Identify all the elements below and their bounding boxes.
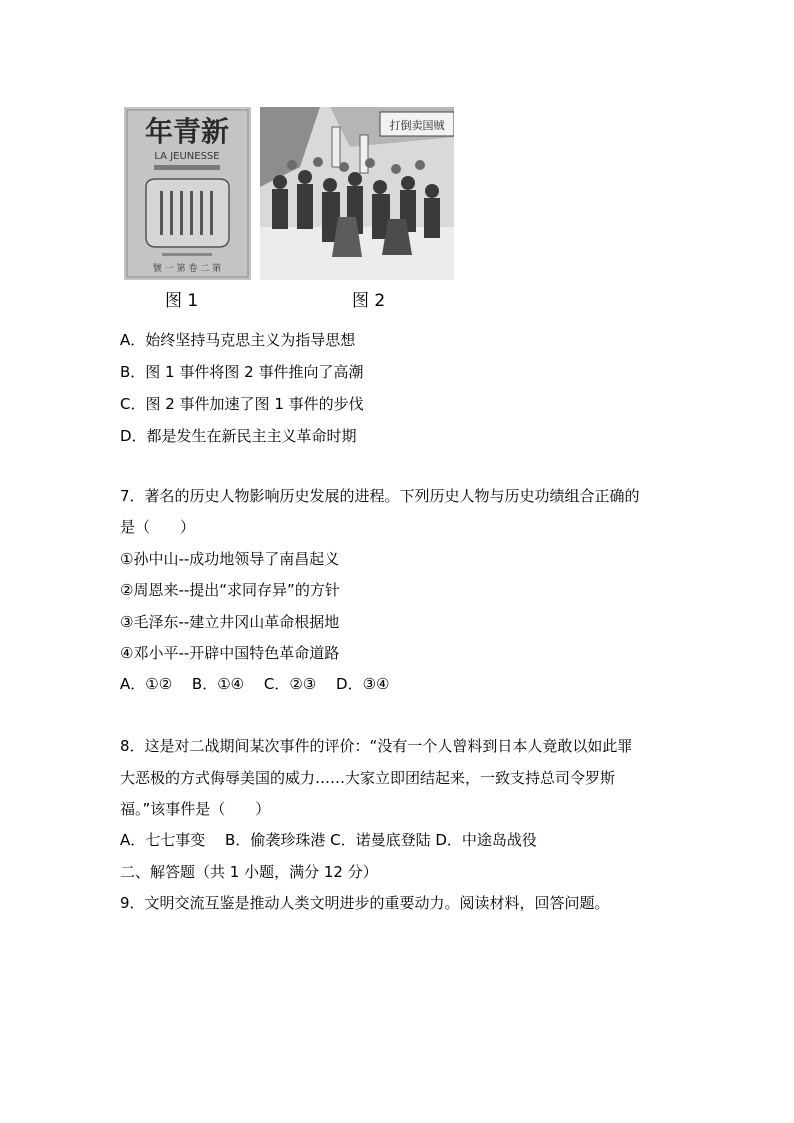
q7-item-4: ④邓小平--开辟中国特色革命道路 [120,644,340,662]
figure-2-caption: 图 2 [352,291,386,311]
figure-1-title: 年青新 [144,115,230,148]
q8-stem-line-2: 大恶极的方式侮辱美国的威力……大家立即团结起来，一致支持总司令罗斯 [120,769,616,787]
q6-option-c: C．图 2 事件加速了图 1 事件的步伐 [120,395,364,413]
section-2-heading: 二、解答题（共 1 小题，满分 12 分） [120,863,378,881]
q6-option-d: D．都是发生在新民主主义革命时期 [120,427,357,445]
q7-item-3: ③毛泽东--建立井冈山革命根据地 [120,613,340,631]
q6-option-a: A．始终坚持马克思主义为指导思想 [120,331,356,349]
q7-options: A．①② B．①④ C．②③ D．③④ [120,675,390,693]
q7-stem-line-1: 7．著名的历史人物影响历史发展的进程。下列历史人物与历史功绩组合正确的 [120,487,640,505]
figure-2-image [260,107,454,280]
figure-1-caption: 图 1 [165,291,199,311]
figure-1-subtitle: LA JEUNESSE [154,151,220,162]
q6-option-b: B．图 1 事件将图 2 事件推向了高潮 [120,363,364,381]
figure-1-image [124,107,251,280]
figure-2-banner: 打倒卖国贼 [389,119,445,132]
q8-stem-line-1: 8．这是对二战期间某次事件的评价：“没有一个人曾料到日本人竟敢以如此罪 [120,737,633,755]
q8-stem-line-3: 福。”该事件是（ ） [120,800,271,818]
q7-item-1: ①孙中山--成功地领导了南昌起义 [120,550,340,568]
figure-1-footer: 號 一 第 卷 二 第 [152,264,222,274]
figure-1-magazine-cover [124,107,251,280]
figure-2-protest-scene [260,107,454,280]
q7-item-2: ②周恩来--提出“求同存异”的方针 [120,581,340,599]
q9-stem: 9．文明交流互鉴是推动人类文明进步的重要动力。阅读材料，回答问题。 [120,894,610,912]
q7-stem-line-2: 是（ ） [120,518,196,536]
q8-options: A．七七事变 B．偷袭珍珠港 C．诺曼底登陆 D．中途岛战役 [120,831,537,849]
